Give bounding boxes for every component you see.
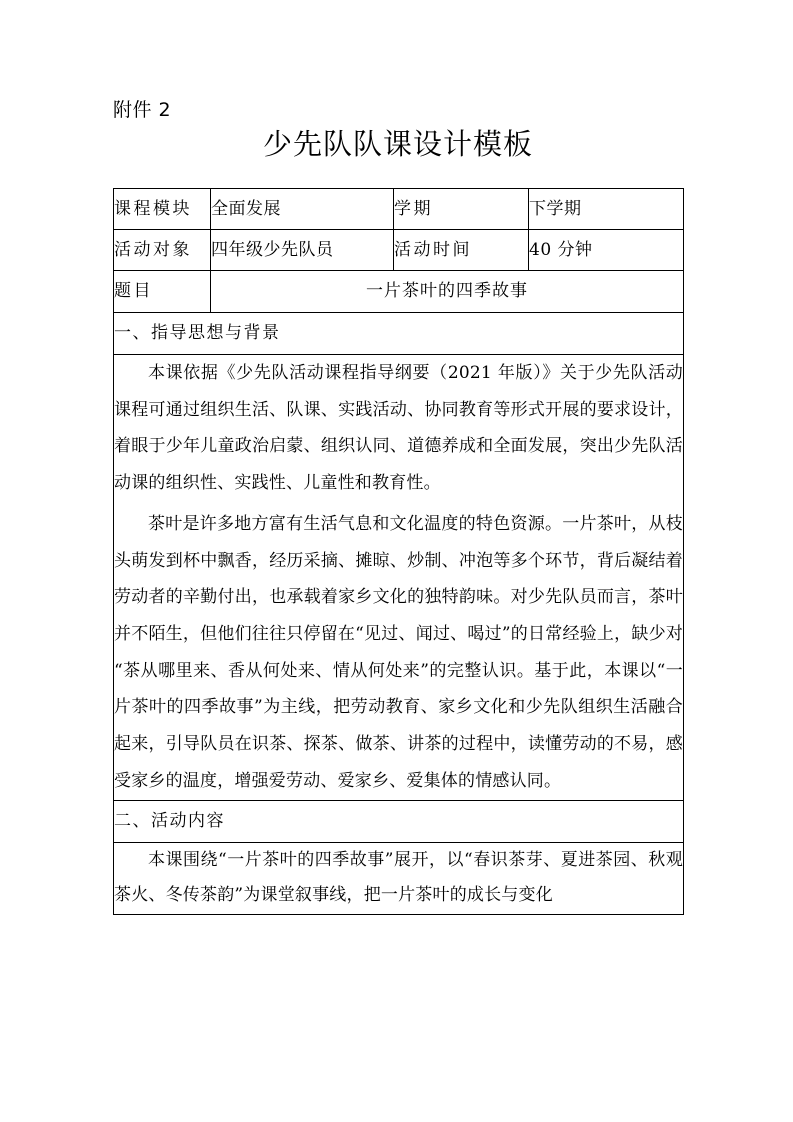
paragraph: 本课围绕“一片茶叶的四季故事”展开，以“春识茶芽、夏进茶园、秋观茶火、冬传茶韵”为课堂叙事线，把一片茶叶的成长与变化 <box>114 849 683 906</box>
table-row <box>114 355 684 801</box>
section-body-1 <box>114 355 684 801</box>
table-row <box>114 271 684 313</box>
table-row <box>114 800 684 842</box>
table-row <box>114 189 684 230</box>
section-heading-1: 一、指导思想与背景 <box>114 313 684 355</box>
semester-value: 下学期 <box>529 189 684 230</box>
topic-label: 题目 <box>114 271 211 313</box>
paragraph: 茶叶是许多地方富有生活气息和文化温度的特色资源。一片茶叶，从枝头萌发到杯中飘香，经历采摘、摊晾、炒制、冲泡等多个环节，背后凝结着劳动者的辛勤付出，也承载着家乡文化的独特韵味。对少先队员而言，茶叶并不陌生，但他们往往只停留在“见过、闻过、喝过”的日常经验上，缺少对“茶从哪里来、香从何处来、情从何处来”的完整认识。基于此，本课以“一片茶叶的四季故事”为主线，把劳动教育、家乡文化和少先队组织生活融合起来，引导队员在识茶、探茶、做茶、讲茶的过程中，读懂劳动的不易，感受家乡的温度，增强爱劳动、爱家乡、爱集体的情感认同。 <box>114 513 683 791</box>
table-row <box>114 313 684 355</box>
semester-label: 学期 <box>394 189 529 230</box>
duration-label: 活动时间 <box>394 230 529 271</box>
audience-label: 活动对象 <box>114 230 211 271</box>
attachment-label: 附件 2 <box>113 99 172 121</box>
document-title: 少先队队课设计模板 <box>262 127 533 161</box>
course-module-value: 全面发展 <box>211 189 394 230</box>
paragraph: 本课依据《少先队活动课程指导纲要（2021 年版）》关于少先队活动课程可通过组织生活、队课、实践活动、协同教育等形式开展的要求设计，着眼于少年儿童政治启蒙、组织认同、道德养成和全面发展，突出少先队活动课的组织性、实践性、儿童性和教育性。 <box>114 363 683 494</box>
topic-value: 一片茶叶的四季故事 <box>211 271 684 313</box>
section-heading-2: 二、活动内容 <box>114 800 684 842</box>
table-row <box>114 842 684 914</box>
lesson-plan-table <box>113 188 684 915</box>
table-row <box>114 230 684 271</box>
section-body-2 <box>114 842 684 914</box>
course-module-label: 课程模块 <box>114 189 211 230</box>
duration-value: 40 分钟 <box>529 230 684 271</box>
audience-value: 四年级少先队员 <box>211 230 394 271</box>
